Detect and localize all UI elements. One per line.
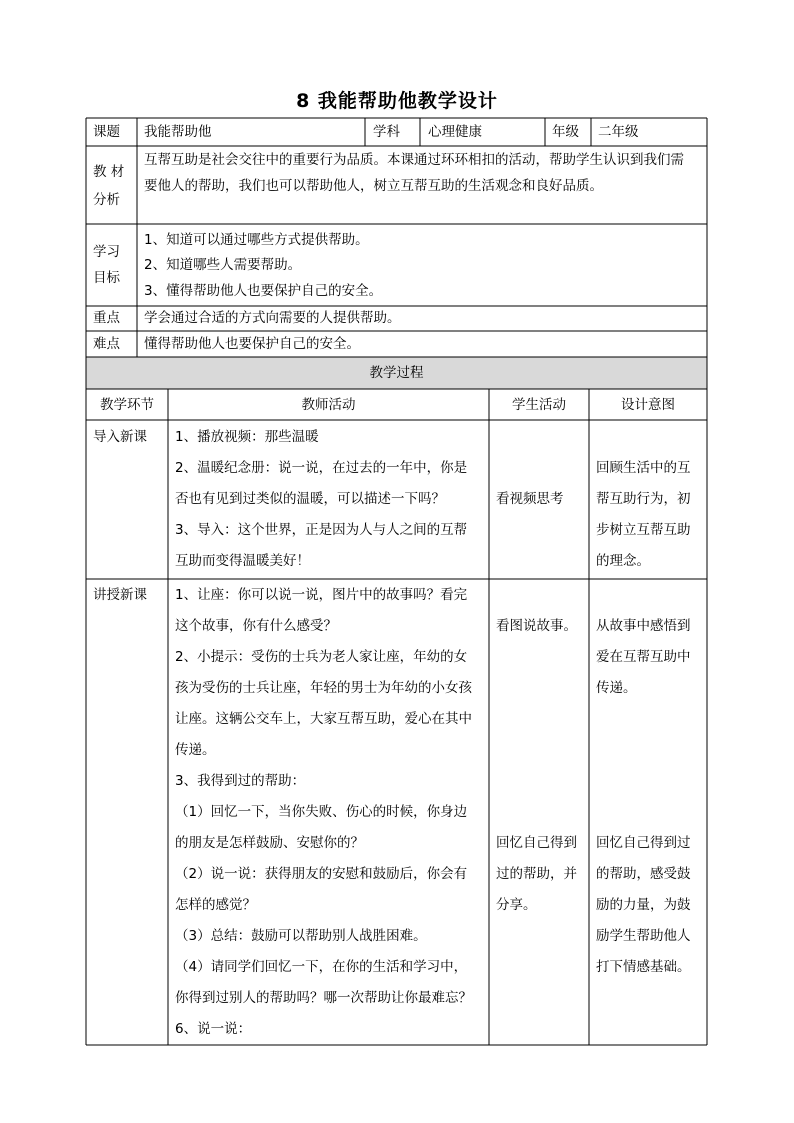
analysis-label-1: 教 材 <box>93 164 125 180</box>
text-line: 孩为受伤的士兵让座，年轻的男士为年幼的小女孩 <box>175 680 472 696</box>
goal-item: 2、知道哪些人需要帮助。 <box>144 257 302 273</box>
goals-label-2: 目标 <box>93 270 120 286</box>
text-line: 的朋友是怎样鼓励、安慰你的？ <box>175 835 364 851</box>
text-line: 6、说一说： <box>175 1021 252 1037</box>
stage-label: 导入新课 <box>93 429 147 445</box>
text-line: 的帮助，感受鼓 <box>596 866 691 882</box>
text-line: 3、导入：这个世界，正是因为人与人之间的互帮 <box>175 522 468 538</box>
text-line: 回忆自己得到过 <box>596 835 691 851</box>
column-header-stage: 教学环节 <box>100 397 154 413</box>
grade-label: 年级 <box>552 124 579 140</box>
text-line: 打下情感基础。 <box>596 959 691 975</box>
text-line: 你得到过别人的帮助吗？哪一次帮助让你最难忘？ <box>175 990 472 1006</box>
text-line: 2、温暖纪念册：说一说，在过去的一年中，你是 <box>175 460 468 476</box>
text-line: 励学生帮助他人 <box>596 928 691 944</box>
document-title: 8 我能帮助他教学设计 <box>296 90 498 112</box>
grade-value: 二年级 <box>598 124 639 140</box>
analysis-text-line-2: 要他人的帮助，我们也可以帮助他人，树立互帮互助的生活观念和良好品质。 <box>144 178 603 194</box>
student-activity: 看视频思考 <box>496 491 564 507</box>
text-line: 怎样的感觉？ <box>175 897 256 913</box>
text-line: 否也有见到过类似的温暖，可以描述一下吗？ <box>175 491 445 507</box>
text-line: （3）总结：鼓励可以帮助别人战胜困难。 <box>175 928 427 944</box>
text-line: （2）说一说：获得朋友的安慰和鼓励后，你会有 <box>175 866 468 882</box>
text-line: 过的帮助，并 <box>496 866 577 882</box>
text-line: 1、让座：你可以说一说，图片中的故事吗？看完 <box>175 587 468 603</box>
goals-label-1: 学习 <box>93 244 120 260</box>
column-header-teacher: 教师活动 <box>301 397 356 413</box>
subject-value: 心理健康 <box>428 124 482 140</box>
text-line: 让座。这辆公交车上，大家互帮互助，爱心在其中 <box>175 711 472 727</box>
analysis-text-line-1: 互帮互助是社会交往中的重要行为品质。本课通过环环相扣的活动，帮助学生认识到我们需 <box>144 152 684 168</box>
text-line: 回忆自己得到 <box>496 835 577 851</box>
text-line: 回顾生活中的互 <box>596 460 691 476</box>
analysis-label-2: 分析 <box>93 192 120 208</box>
column-header-student: 学生活动 <box>512 397 566 413</box>
text-line: 励的力量，为鼓 <box>596 897 691 913</box>
text-line: （4）请同学们回忆一下，在你的生活和学习中， <box>175 959 468 975</box>
text-line: 3、我得到过的帮助： <box>175 773 306 789</box>
student-activity: 看图说故事。 <box>496 618 577 634</box>
topic-value: 我能帮助他 <box>144 124 212 140</box>
text-line: 分享。 <box>496 897 537 913</box>
key-point-text: 学会通过合适的方式向需要的人提供帮助。 <box>144 310 401 326</box>
text-line: 这个故事，你有什么感受？ <box>175 618 337 634</box>
text-line: 的理念。 <box>596 553 650 569</box>
key-point-label: 重点 <box>93 310 120 326</box>
text-line: 从故事中感悟到 <box>596 618 691 634</box>
column-header-intent: 设计意图 <box>621 397 675 413</box>
difficulty-label: 难点 <box>93 336 120 352</box>
process-header: 教学过程 <box>369 365 424 381</box>
goal-item: 3、懂得帮助他人也要保护自己的安全。 <box>144 283 383 299</box>
subject-label: 学科 <box>373 124 400 140</box>
text-line: 2、小提示：受伤的士兵为老人家让座，年幼的女 <box>175 649 468 665</box>
text-line: 爱在互帮互助中 <box>596 649 691 665</box>
goal-item: 1、知道可以通过哪些方式提供帮助。 <box>144 232 369 248</box>
text-line: 步树立互帮互助 <box>596 522 691 538</box>
text-line: 1、播放视频：那些温暖 <box>175 429 319 445</box>
difficulty-text: 懂得帮助他人也要保护自己的安全。 <box>144 336 360 352</box>
text-line: 帮互助行为，初 <box>596 491 691 507</box>
topic-label: 课题 <box>93 124 120 140</box>
stage-label: 讲授新课 <box>93 587 147 603</box>
text-line: 传递。 <box>175 742 216 758</box>
text-line: 传递。 <box>596 680 637 696</box>
text-line: 互助而变得温暖美好！ <box>175 553 310 569</box>
text-line: （1）回忆一下，当你失败、伤心的时候，你身边 <box>175 804 468 820</box>
